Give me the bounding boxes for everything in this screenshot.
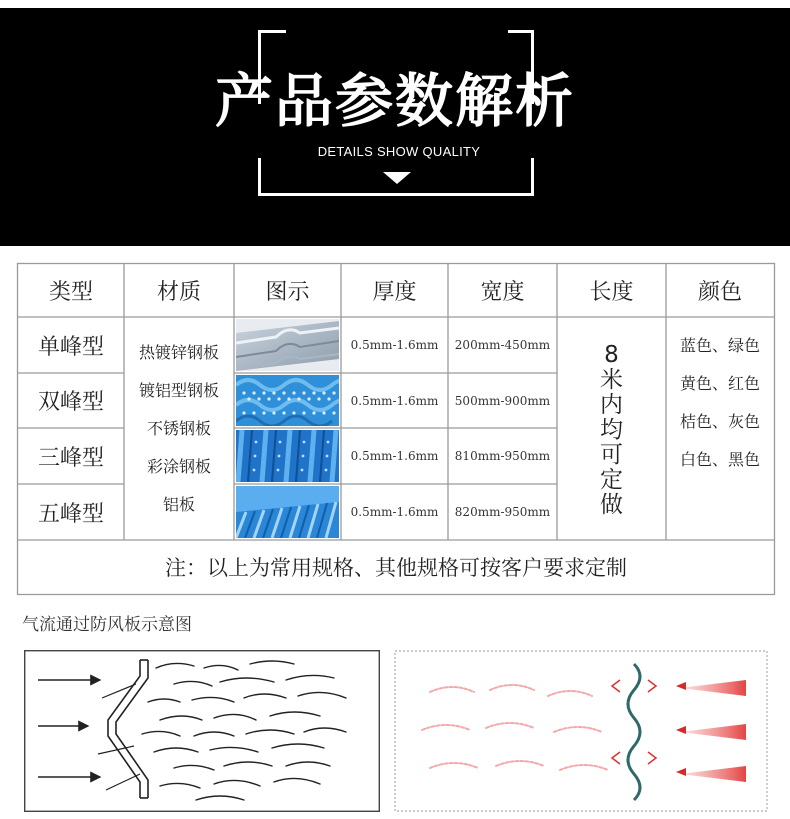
type-triple-peak: 三峰型 — [37, 445, 104, 471]
airflow-schematic-right — [394, 650, 768, 812]
color-option: 黄色、红色 — [679, 374, 760, 393]
five-peak-panel-image — [236, 486, 339, 538]
width-value: 500mm-900mm — [454, 393, 551, 408]
type-single-peak: 单峰型 — [37, 334, 104, 360]
material-item: 不锈钢板 — [146, 419, 211, 438]
type-five-peak: 五峰型 — [37, 501, 104, 527]
color-list — [666, 326, 774, 480]
page-title: 产品参数解析 — [214, 67, 575, 135]
width-value: 810mm-950mm — [454, 449, 551, 463]
material-item: 镀铝型钢板 — [138, 381, 219, 400]
color-option: 桔色、灰色 — [679, 412, 760, 431]
material-item: 热镀锌钢板 — [138, 343, 219, 362]
header-illustration: 图示 — [265, 280, 310, 305]
header-type: 类型 — [48, 280, 93, 305]
header-thickness: 厚度 — [372, 280, 417, 305]
airflow-schematic-left — [24, 650, 380, 812]
color-option: 蓝色、绿色 — [679, 336, 760, 355]
length-char: 内 — [600, 391, 623, 418]
color-option: 白色、黑色 — [679, 450, 760, 469]
thickness-value: 0.5mm-1.6mm — [350, 449, 439, 463]
material-list — [124, 325, 234, 533]
header-width: 宽度 — [480, 280, 525, 305]
length-char: 8 — [604, 341, 619, 368]
thickness-value: 0.5mm-1.6mm — [350, 393, 439, 408]
single-peak-panel-image — [236, 319, 339, 371]
width-value: 820mm-950mm — [454, 505, 551, 519]
length-value — [557, 330, 666, 530]
length-char: 定 — [600, 466, 623, 493]
double-peak-panel-image — [236, 375, 339, 426]
triple-peak-panel-image — [236, 430, 339, 482]
material-item: 铝板 — [162, 495, 195, 514]
material-item: 彩涂钢板 — [146, 457, 211, 476]
length-char: 米 — [600, 366, 623, 393]
thickness-value: 0.5mm-1.6mm — [350, 338, 439, 352]
width-value: 200mm-450mm — [454, 338, 551, 352]
length-char: 做 — [600, 491, 623, 518]
header-color: 颜色 — [697, 280, 742, 305]
length-char: 均 — [600, 416, 623, 443]
table-note: 注：以上为常用规格、其他规格可按客户要求定制 — [165, 556, 627, 580]
diagram-title: 气流通过防风板示意图 — [22, 615, 192, 635]
page-subtitle: DETAILS SHOW QUALITY — [317, 144, 481, 159]
header-length: 长度 — [589, 280, 634, 305]
header-material: 材质 — [156, 280, 201, 305]
type-double-peak: 双峰型 — [37, 390, 104, 415]
length-char: 可 — [600, 441, 623, 468]
thickness-value: 0.5mm-1.6mm — [350, 505, 439, 519]
